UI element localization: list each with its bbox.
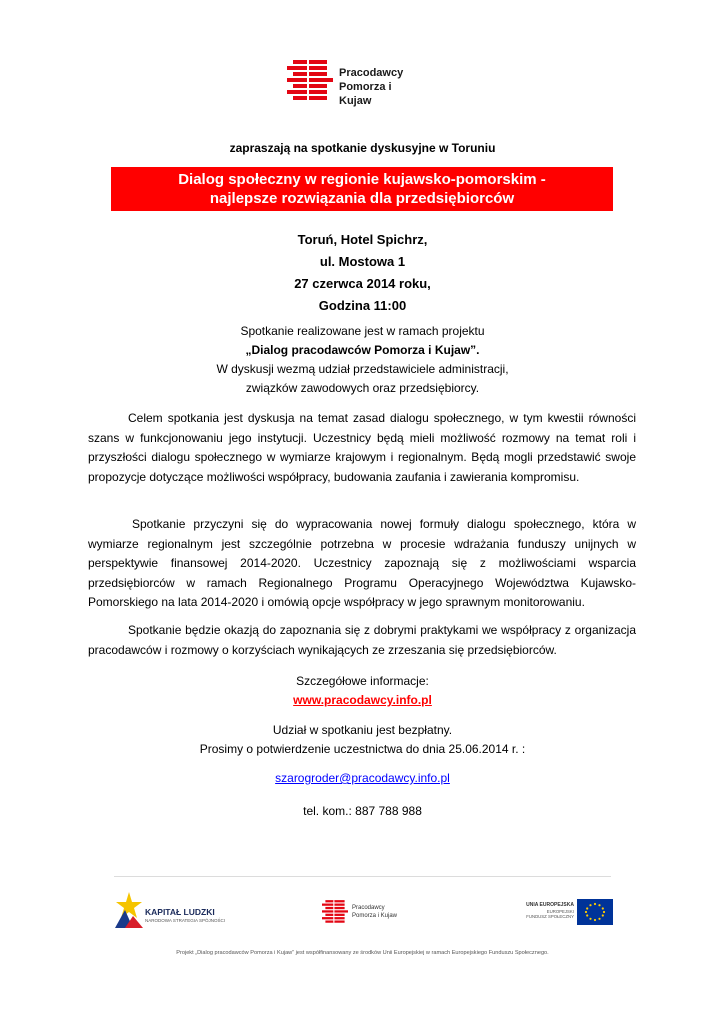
venue-street: ul. Mostowa 1 [319,254,406,269]
venue-date: 27 czerwca 2014 roku, [294,276,431,291]
details-label: Szczegółowe informacje: [296,674,429,688]
eu-line1: UNIA EUROPEJSKA [526,902,574,908]
kapital-ludzki-logo [115,890,235,930]
logo-line2: Pomorza i Kujaw [339,81,392,107]
header-logo [287,60,427,107]
eu-flag-icon [577,899,613,925]
free-line1: Udział w spotkaniu jest bezpłatny. [272,723,453,737]
phone-number: tel. kom.: 887 788 988 [303,804,422,818]
details-block [0,672,725,710]
kl-name: KAPITAŁ LUDZKI [145,907,215,917]
kapital-ludzki-icon [115,890,143,928]
banner-line2: najlepsze rozwiązania dla przedsiębiorców [209,190,515,207]
paragraph-outcome: Spotkanie przyczyni się do wypracowania nowej formuły dialogu społecznego, która w wymiarze regionalnym jest szczególnie potrzebna w procesie wdrażania funduszy unijnych w perspektywie finansowej 2014-2020. Uczestnicy zapoznają się z możliwościami wsparcia przedsiębiorców w ramach Regionalnego Programu Operacyjnego Województwa Kujawsko-Pomorskiego na lata 2014-2020 i omówią opcje współpracy w jego sprawnym monitorowaniu. [88,517,636,609]
banner-line1: Dialog społeczny w regionie kujawsko-pomorskim - [178,171,546,188]
eu-logo [518,899,613,927]
project-block [0,322,725,398]
website-link[interactable]: www.pracodawcy.info.pl [293,693,432,707]
invite-text: zapraszają na spotkanie dyskusyjne w Toruniu [229,141,496,155]
eu-line3: FUNDUSZ SPOŁECZNY [526,914,574,919]
venue-time: Godzina 11:00 [318,298,407,313]
pracodawcy-logo-icon [287,60,333,102]
email-link[interactable]: szarogroder@pracodawcy.info.pl [275,771,450,785]
eu-line2: EUROPEJSKI [546,909,574,914]
kl-subtitle: NARODOWA STRATEGIA SPÓJNOŚCI [145,918,226,923]
project-line4: związków zawodowych oraz przedsiębiorcy. [245,381,480,395]
funding-note: Projekt „Dialog pracodawców Pomorza i Kujaw” jest współfinansowany ze środków Unii Europejskiej w ramach Europejskiego Funduszu Społecznego. [176,950,549,956]
project-name: „Dialog pracodawców Pomorza i Kujaw”. [245,343,480,357]
pm-line1: Pracodawcy [352,905,385,911]
paragraph-practices: Spotkanie będzie okazją do zapoznania się z dobrymi praktykami we współpracy z organizacja pracodawców i rozmowy o korzyściach wynikających ze zrzeszania się przedsiębiorców. [88,623,636,657]
free-info [0,721,725,759]
project-line1: Spotkanie realizowane jest w ramach projektu [240,324,485,338]
footer-pracodawcy-logo [322,900,412,924]
pm-line2: Pomorza i Kujaw [352,913,398,919]
confirm-line: Prosimy o potwierdzenie uczestnictwa do dnia 25.06.2014 r. : [199,742,526,756]
project-line3: W dyskusji wezmą udział przedstawiciele administracji, [216,362,509,376]
venue-place: Toruń, Hotel Spichrz, [297,232,428,247]
footer-divider [114,876,611,877]
logo-line1: Pracodawcy [339,67,404,79]
paragraph-goal: Celem spotkania jest dyskusja na temat zasad dialogu społecznego, w tym kwestii równości szans w funkcjonowaniu jego instytucji. Uczestnicy będą mieli możliwość rozmowy na temat roli i przyszłości dialogu społecznego w wymiarze krajowym i regionalnym. Będą mogli przedstawić swoje propozycje dotyczące możliwości współpracy, budowania zaufania i zawierania kompromisu. [88,411,636,484]
title-banner [111,167,613,211]
venue-block [0,229,725,317]
pracodawcy-small-icon [322,900,348,924]
